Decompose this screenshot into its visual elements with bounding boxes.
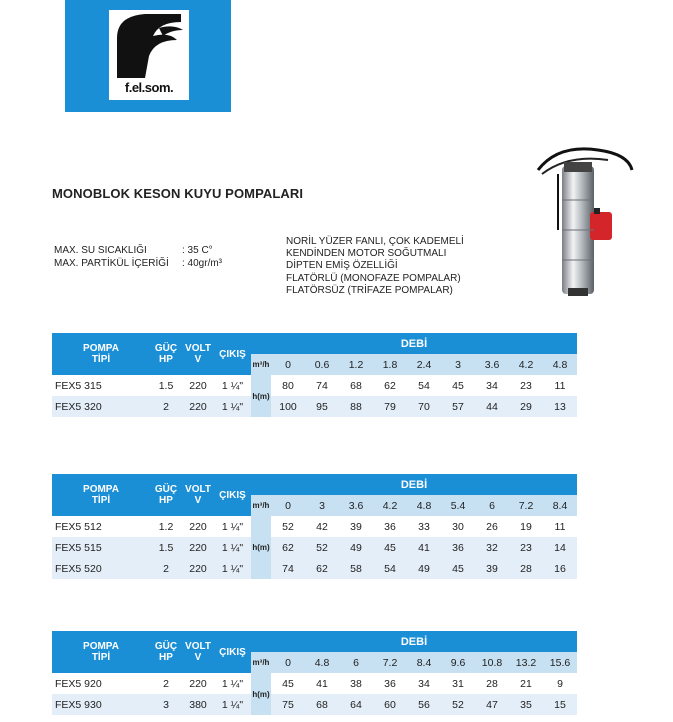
head-cell: 49 bbox=[339, 537, 373, 558]
feature-item: KENDİNDEN MOTOR SOĞUTMALI bbox=[286, 248, 447, 260]
flow-value: 7.2 bbox=[509, 495, 543, 516]
head-cell: 68 bbox=[350, 379, 362, 392]
model-cell: FEX5 315 bbox=[55, 379, 102, 392]
pump-table bbox=[52, 474, 577, 579]
head-unit: h(m) bbox=[251, 673, 271, 715]
flow-value: 0 bbox=[271, 652, 305, 673]
hp-cell: 2 bbox=[163, 677, 169, 690]
head-cell: 31 bbox=[452, 677, 464, 690]
flow-unit: m³/h bbox=[251, 354, 271, 375]
flow-unit: m³/h bbox=[251, 495, 271, 516]
head-cell: 28 bbox=[509, 558, 543, 579]
head-cell: 19 bbox=[520, 520, 532, 533]
table-row bbox=[52, 396, 577, 417]
flow-value: 15.6 bbox=[543, 652, 577, 673]
head-cell: 52 bbox=[305, 537, 339, 558]
head-cell: 100 bbox=[271, 396, 305, 417]
model-cell: FEX5 320 bbox=[52, 396, 150, 417]
volt-cell: 220 bbox=[182, 558, 214, 579]
head-cell: 68 bbox=[305, 694, 339, 715]
hp-cell: 1.5 bbox=[158, 379, 174, 392]
head-cell: 9 bbox=[557, 677, 563, 690]
head-cell: 32 bbox=[475, 537, 509, 558]
head-cell: 49 bbox=[407, 558, 441, 579]
hp-cell: 3 bbox=[150, 694, 182, 715]
model-cell: FEX5 520 bbox=[52, 558, 150, 579]
feature-list bbox=[286, 236, 464, 297]
flow-value: 7.2 bbox=[373, 652, 407, 673]
head-cell: 45 bbox=[452, 379, 464, 392]
spec-value: : 40gr/m³ bbox=[182, 258, 223, 269]
head-cell: 60 bbox=[373, 694, 407, 715]
head-cell: 11 bbox=[554, 520, 566, 533]
pump-table bbox=[52, 631, 577, 715]
head-cell: 58 bbox=[339, 558, 373, 579]
outlet-cell: 1 ¼" bbox=[214, 558, 251, 579]
debi-header: DEBİ bbox=[251, 631, 577, 652]
feature-item: FLATÖRLÜ (MONOFAZE POMPALAR) bbox=[286, 272, 461, 284]
head-cell: 36 bbox=[384, 677, 396, 690]
outlet-cell: 1 ¼" bbox=[214, 537, 251, 558]
guc-header: GÜÇ HP bbox=[150, 474, 182, 516]
head-cell: 35 bbox=[509, 694, 543, 715]
head-cell: 88 bbox=[339, 396, 373, 417]
head-cell: 33 bbox=[418, 520, 430, 533]
model-cell: FEX5 515 bbox=[52, 537, 150, 558]
volt-header: VOLT V bbox=[182, 474, 214, 516]
outlet-cell: 1 ¼" bbox=[221, 379, 244, 392]
flow-value: 3.6 bbox=[475, 354, 509, 375]
head-cell: 74 bbox=[271, 558, 305, 579]
flow-value: 4.8 bbox=[543, 354, 577, 375]
brand-logo bbox=[65, 0, 231, 112]
debi-header: DEBİ bbox=[251, 474, 577, 495]
head-cell: 45 bbox=[373, 537, 407, 558]
head-cell: 13 bbox=[543, 396, 577, 417]
head-cell: 45 bbox=[282, 677, 294, 690]
head-cell: 11 bbox=[554, 379, 566, 392]
flow-value: 3.6 bbox=[339, 495, 373, 516]
table-row bbox=[52, 516, 577, 537]
head-unit: h(m) bbox=[251, 516, 271, 579]
table-row bbox=[52, 558, 577, 579]
table-row bbox=[52, 694, 577, 715]
spec-label: MAX. PARTİKÜL İÇERİĞİ bbox=[54, 258, 169, 269]
head-cell: 29 bbox=[509, 396, 543, 417]
flow-value: 4.2 bbox=[373, 495, 407, 516]
guc-header: GÜÇ HP bbox=[150, 631, 182, 673]
feature-item: NORİL YÜZER FANLI, ÇOK KADEMELİ bbox=[286, 236, 464, 247]
logo-mark bbox=[109, 10, 189, 100]
head-cell: 62 bbox=[384, 379, 396, 392]
model-cell: FEX5 920 bbox=[55, 677, 102, 690]
flow-value: 0.6 bbox=[305, 354, 339, 375]
head-cell: 95 bbox=[305, 396, 339, 417]
head-cell: 30 bbox=[452, 520, 464, 533]
volt-header: VOLT V bbox=[182, 631, 214, 673]
head-cell: 52 bbox=[441, 694, 475, 715]
head-cell: 21 bbox=[520, 677, 532, 690]
head-cell: 34 bbox=[418, 677, 430, 690]
head-cell: 52 bbox=[282, 520, 294, 533]
head-cell: 34 bbox=[486, 379, 498, 392]
flow-value: 10.8 bbox=[475, 652, 509, 673]
head-unit: h(m) bbox=[251, 375, 271, 417]
flow-value: 8.4 bbox=[543, 495, 577, 516]
head-cell: 80 bbox=[282, 379, 294, 392]
outlet-cell: 1 ¼" bbox=[214, 396, 251, 417]
flow-value: 3 bbox=[305, 495, 339, 516]
model-cell: FEX5 930 bbox=[52, 694, 150, 715]
model-cell: FEX5 512 bbox=[55, 520, 102, 533]
cikis-header: ÇIKIŞ bbox=[214, 631, 251, 673]
head-cell: 56 bbox=[407, 694, 441, 715]
head-cell: 54 bbox=[373, 558, 407, 579]
flow-value: 0 bbox=[271, 495, 305, 516]
flow-value: 1.2 bbox=[339, 354, 373, 375]
flow-value: 0 bbox=[271, 354, 305, 375]
outlet-cell: 1 ¼" bbox=[214, 694, 251, 715]
head-cell: 42 bbox=[316, 520, 328, 533]
head-cell: 44 bbox=[475, 396, 509, 417]
pump-image bbox=[528, 140, 638, 300]
spec-label: MAX. SU SICAKLIĞI bbox=[54, 245, 147, 256]
flow-value: 4.8 bbox=[407, 495, 441, 516]
flow-value: 8.4 bbox=[407, 652, 441, 673]
flow-value: 4.2 bbox=[509, 354, 543, 375]
head-cell: 70 bbox=[407, 396, 441, 417]
volt-header: VOLT V bbox=[182, 333, 214, 375]
head-cell: 64 bbox=[339, 694, 373, 715]
flow-unit: m³/h bbox=[251, 652, 271, 673]
head-cell: 54 bbox=[418, 379, 430, 392]
pompa-tipi-header: POMPA TİPİ bbox=[52, 333, 150, 375]
cikis-header: ÇIKIŞ bbox=[214, 333, 251, 375]
head-cell: 57 bbox=[441, 396, 475, 417]
table-row bbox=[52, 537, 577, 558]
head-cell: 79 bbox=[373, 396, 407, 417]
volt-cell: 220 bbox=[182, 537, 214, 558]
hp-cell: 2 bbox=[150, 558, 182, 579]
flow-value: 3 bbox=[441, 354, 475, 375]
head-cell: 36 bbox=[441, 537, 475, 558]
flow-value: 2.4 bbox=[407, 354, 441, 375]
spec-value: : 35 C° bbox=[182, 245, 213, 256]
feature-item: DİPTEN EMİŞ ÖZELLİĞİ bbox=[286, 260, 398, 272]
pump-table bbox=[52, 333, 577, 417]
pompa-tipi-header: POMPA TİPİ bbox=[52, 631, 150, 673]
flow-value: 5.4 bbox=[441, 495, 475, 516]
pompa-tipi-header: POMPA TİPİ bbox=[52, 474, 150, 516]
volt-cell: 380 bbox=[182, 694, 214, 715]
head-cell: 39 bbox=[475, 558, 509, 579]
head-cell: 38 bbox=[350, 677, 362, 690]
head-cell: 62 bbox=[271, 537, 305, 558]
head-cell: 28 bbox=[486, 677, 498, 690]
head-cell: 41 bbox=[407, 537, 441, 558]
head-cell: 41 bbox=[316, 677, 328, 690]
flow-value: 9.6 bbox=[441, 652, 475, 673]
head-cell: 23 bbox=[509, 537, 543, 558]
outlet-cell: 1 ¼" bbox=[221, 677, 244, 690]
hp-cell: 1.2 bbox=[158, 520, 174, 533]
hp-cell: 2 bbox=[150, 396, 182, 417]
flow-value: 1.8 bbox=[373, 354, 407, 375]
hp-cell: 1.5 bbox=[150, 537, 182, 558]
table-row bbox=[52, 673, 577, 694]
head-cell: 23 bbox=[520, 379, 532, 392]
head-cell: 75 bbox=[271, 694, 305, 715]
page-title: MONOBLOK KESON KUYU POMPALARI bbox=[52, 186, 304, 201]
head-cell: 14 bbox=[543, 537, 577, 558]
volt-cell: 220 bbox=[182, 396, 214, 417]
logo-emblem-icon bbox=[109, 10, 189, 80]
head-cell: 26 bbox=[486, 520, 498, 533]
logo-text: f.el.som. bbox=[124, 80, 174, 95]
guc-header: GÜÇ HP bbox=[150, 333, 182, 375]
cikis-header: ÇIKIŞ bbox=[214, 474, 251, 516]
outlet-cell: 1 ¼" bbox=[221, 520, 244, 533]
head-cell: 36 bbox=[384, 520, 396, 533]
table-row bbox=[52, 375, 577, 396]
flow-value: 4.8 bbox=[305, 652, 339, 673]
head-cell: 15 bbox=[543, 694, 577, 715]
debi-header: DEBİ bbox=[251, 333, 577, 354]
volt-cell: 220 bbox=[189, 677, 207, 690]
spec-row bbox=[54, 245, 213, 256]
spec-row bbox=[54, 258, 222, 269]
flow-value: 13.2 bbox=[509, 652, 543, 673]
head-cell: 62 bbox=[305, 558, 339, 579]
head-cell: 74 bbox=[316, 379, 328, 392]
flow-value: 6 bbox=[475, 495, 509, 516]
volt-cell: 220 bbox=[189, 520, 207, 533]
head-cell: 47 bbox=[475, 694, 509, 715]
head-cell: 45 bbox=[441, 558, 475, 579]
flow-value: 6 bbox=[339, 652, 373, 673]
volt-cell: 220 bbox=[189, 379, 207, 392]
head-cell: 16 bbox=[543, 558, 577, 579]
feature-item: FLATÖRSÜZ (TRİFAZE POMPALAR) bbox=[286, 284, 453, 296]
head-cell: 39 bbox=[350, 520, 362, 533]
